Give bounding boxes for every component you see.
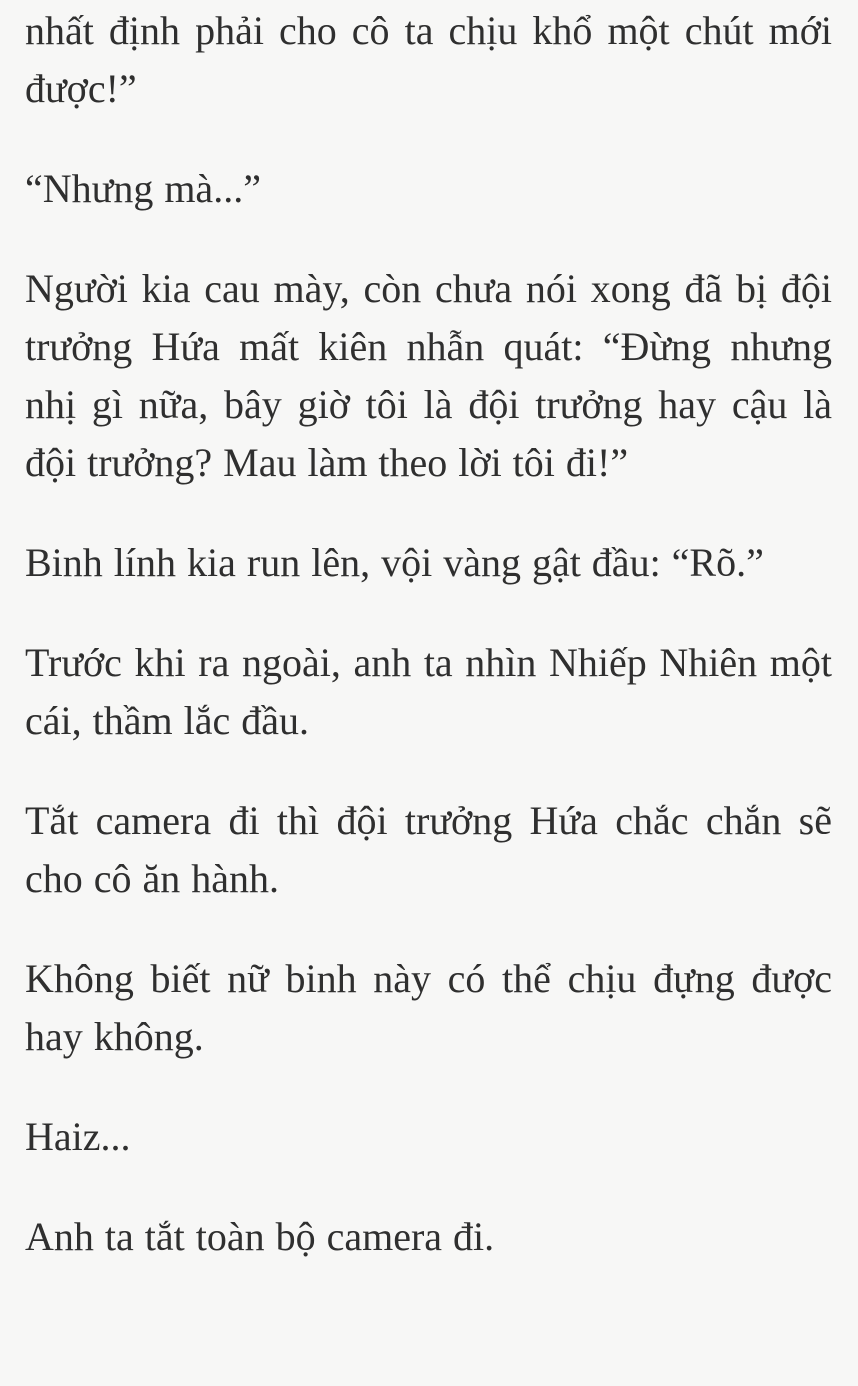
story-text: [25, 2, 832, 1266]
paragraph: “Nhưng mà...”: [25, 166, 261, 211]
paragraph: Tắt camera đi thì đội trưởng Hứa chắc chắn sẽ cho cô ăn hành.: [25, 798, 832, 901]
paragraph: Người kia cau mày, còn chưa nói xong đã bị đội trưởng Hứa mất kiên nhẫn quát: “Đừng nhưng nhị gì nữa, bây giờ tôi là đội trưởng hay cậu là đội trưởng? Mau làm theo lời tôi đi!”: [25, 266, 832, 485]
paragraph: Anh ta tắt toàn bộ camera đi.: [25, 1214, 495, 1259]
paragraph: nhất định phải cho cô ta chịu khổ một chút mới được!”: [25, 8, 832, 111]
paragraph: Không biết nữ binh này có thể chịu đựng được hay không.: [25, 956, 832, 1059]
paragraph: Trước khi ra ngoài, anh ta nhìn Nhiếp Nhiên một cái, thầm lắc đầu.: [25, 640, 832, 743]
paragraph: Binh lính kia run lên, vội vàng gật đầu: “Rõ.”: [25, 540, 764, 585]
paragraph: Haiz...: [25, 1114, 131, 1159]
